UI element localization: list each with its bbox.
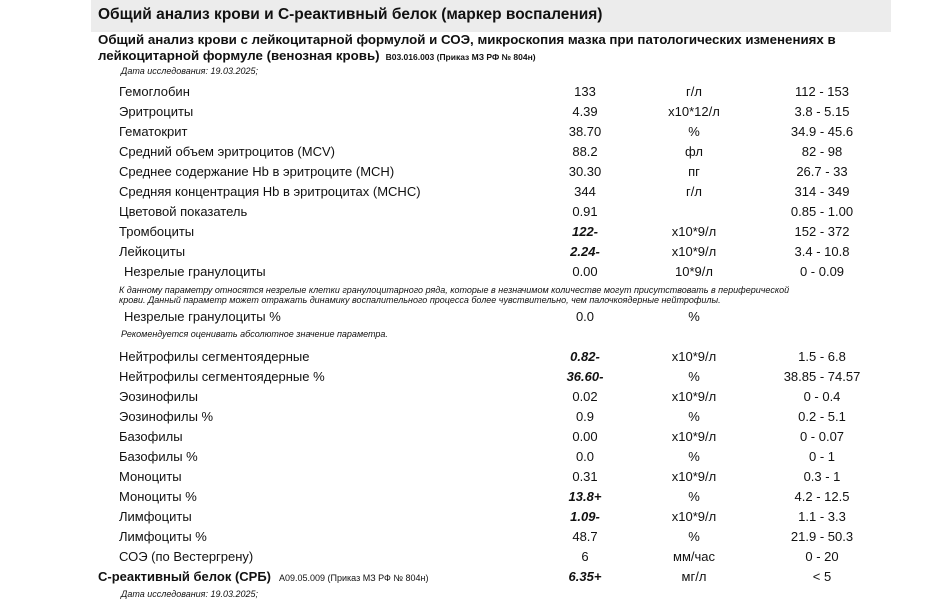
param-unit: % [688,529,700,544]
param-value: 48.7 [572,529,598,544]
param-value: 0.31 [572,469,598,484]
param-value-flagged: 2.24- [570,244,600,259]
param-ref: 1.1 - 3.3 [798,509,846,524]
param-ref: 152 - 372 [794,224,850,239]
param-value: 0.00 [572,429,598,444]
note-abs: Рекомендуется оценивать абсолютное значение параметра. [121,329,388,339]
param-value: 0.0 [575,309,595,324]
param-ref: 4.2 - 12.5 [794,489,850,504]
crp-name [98,567,429,588]
cbc-title-text: лейкоцитарной формуле (венозная кровь) [98,48,380,63]
result-row-lymphocytes [0,507,934,527]
param-value: 344 [574,184,596,199]
param-value: 6 [581,549,589,564]
param-ref: 26.7 - 33 [796,164,848,179]
param-ref: 3.4 - 10.8 [794,244,850,259]
param-unit: x10*9/л [671,224,717,239]
param-unit: % [688,124,700,139]
param-name: Тромбоциты [119,224,195,239]
param-value: 0.91 [572,204,598,219]
param-name: Нейтрофилы сегментоядерные % [119,369,325,384]
param-ref: 0.3 - 1 [803,469,841,484]
param-ref: 0.2 - 5.1 [798,409,846,424]
result-row-immature-granulocytes [0,262,934,282]
result-row-neutrophils-percent [0,367,934,387]
result-row-platelets [0,222,934,242]
result-row-monocytes [0,467,934,487]
crp-value-flagged: 6.35+ [568,569,602,584]
result-row-wbc [0,242,934,262]
param-value: 133 [574,84,596,99]
param-ref: 0 - 0.09 [799,264,845,279]
param-ref: 34.9 - 45.6 [790,124,854,139]
param-unit: x10*9/л [671,469,717,484]
crp-ref: < 5 [812,569,832,584]
param-unit: % [688,409,700,424]
param-name: Базофилы % [119,449,198,464]
param-unit: x10*9/л [671,244,717,259]
param-unit: г/л [686,84,702,99]
param-unit: пг [688,164,700,179]
param-ref: 82 - 98 [801,144,843,159]
param-name: Моноциты [119,469,182,484]
param-ref: 0 - 1 [808,449,835,464]
param-value-flagged: 13.8+ [568,489,602,504]
cbc-title-line1: Общий анализ крови с лейкоцитарной формулой и СОЭ, микроскопия мазка при патологических изменениях в [98,32,836,47]
result-row-monocytes-percent [0,487,934,507]
result-row-lymphocytes-percent [0,527,934,547]
param-unit: 10*9/л [675,264,713,279]
param-name: Незрелые гранулоциты [124,264,266,279]
param-ref: 112 - 153 [795,84,849,99]
param-name: Гематокрит [119,124,188,139]
param-unit: % [688,489,700,504]
param-name: Средний объем эритроцитов (MCV) [119,144,335,159]
param-value-flagged: 36.60- [566,369,604,384]
param-value-flagged: 122- [571,224,599,239]
result-row-eosinophils [0,387,934,407]
param-unit: x10*9/л [671,349,717,364]
param-unit: x10*9/л [671,509,717,524]
result-row-mch [0,162,934,182]
crp-name-text: С-реактивный белок (СРБ) [98,569,271,584]
param-name: Лейкоциты [119,244,186,259]
param-unit: x10*9/л [671,389,717,404]
result-row-eosinophils-percent [0,407,934,427]
param-value: 0.0 [575,449,595,464]
result-row-neutrophils [0,347,934,367]
result-row-ig-percent [0,307,934,327]
cbc-date: Дата исследования: 19.03.2025; [121,66,259,76]
param-ref: 0 - 20 [805,549,839,564]
param-unit: x10*9/л [671,429,717,444]
param-value: 0.9 [575,409,595,424]
param-name: Нейтрофилы сегментоядерные [119,349,310,364]
param-ref: 314 - 349 [794,184,850,199]
result-row-mchc [0,182,934,202]
param-name: Эозинофилы [119,389,198,404]
cbc-code: B03.016.003 (Приказ МЗ РФ № 804н) [385,52,536,62]
page-title: Общий анализ крови и С-реактивный белок (маркер воспаления) [98,6,603,23]
param-name: Среднее содержание Hb в эритроците (MCH) [119,164,395,179]
note-ig-line2: крови. Данный параметр может отражать динамику воспалительного процесса более чувствительно, чем палочкоядерные нейтрофилы. [119,295,721,305]
param-value-flagged: 0.82- [570,349,600,364]
result-row-esr [0,547,934,567]
param-name: Лимфоциты % [119,529,207,544]
param-name: Гемоглобин [119,84,190,99]
result-row-color-index [0,202,934,222]
param-ref: 0.85 - 1.00 [790,204,854,219]
param-unit: % [688,449,700,464]
param-ref: 0 - 0.4 [803,389,841,404]
crp-date: Дата исследования: 19.03.2025; [121,589,259,599]
param-unit: фл [685,144,703,159]
result-row-hematocrit [0,122,934,142]
param-value-flagged: 1.09- [570,509,600,524]
result-row-basophils [0,427,934,447]
cbc-title-line2 [98,48,536,65]
param-unit: % [688,369,700,384]
param-name: Моноциты % [119,489,197,504]
param-unit: г/л [686,184,702,199]
param-value: 30.30 [568,164,602,179]
result-row-rbc [0,102,934,122]
param-ref: 38.85 - 74.57 [783,369,861,384]
param-value: 88.2 [572,144,598,159]
crp-unit: мг/л [681,569,707,584]
param-name: Цветовой показатель [119,204,248,219]
result-row-crp [0,567,934,587]
param-ref: 3.8 - 5.15 [794,104,850,119]
note-ig-line1: К данному параметру относятся незрелые клетки гранулоцитарного ряда, которые в незначимом количестве могут присутствовать в периферической [119,285,790,295]
param-ref: 21.9 - 50.3 [790,529,854,544]
param-value: 38.70 [568,124,602,139]
result-row-basophils-percent [0,447,934,467]
param-value: 0.02 [572,389,598,404]
param-name: Незрелые гранулоциты % [124,309,281,324]
param-name: Базофилы [119,429,183,444]
crp-code: A09.05.009 (Приказ МЗ РФ № 804н) [279,573,429,583]
param-name: Эритроциты [119,104,194,119]
param-name: СОЭ (по Вестергрену) [119,549,254,564]
result-row-hemoglobin [0,82,934,102]
param-unit: % [688,309,700,324]
param-name: Средняя концентрация Hb в эритроцитах (MCHC) [119,184,421,199]
param-ref: 1.5 - 6.8 [798,349,846,364]
param-value: 4.39 [572,104,598,119]
param-name: Лимфоциты [119,509,192,524]
param-unit: x10*12/л [668,104,720,119]
result-row-mcv [0,142,934,162]
param-unit: мм/час [673,549,715,564]
param-name: Эозинофилы % [119,409,214,424]
param-ref: 0 - 0.07 [799,429,845,444]
param-value: 0.00 [572,264,598,279]
